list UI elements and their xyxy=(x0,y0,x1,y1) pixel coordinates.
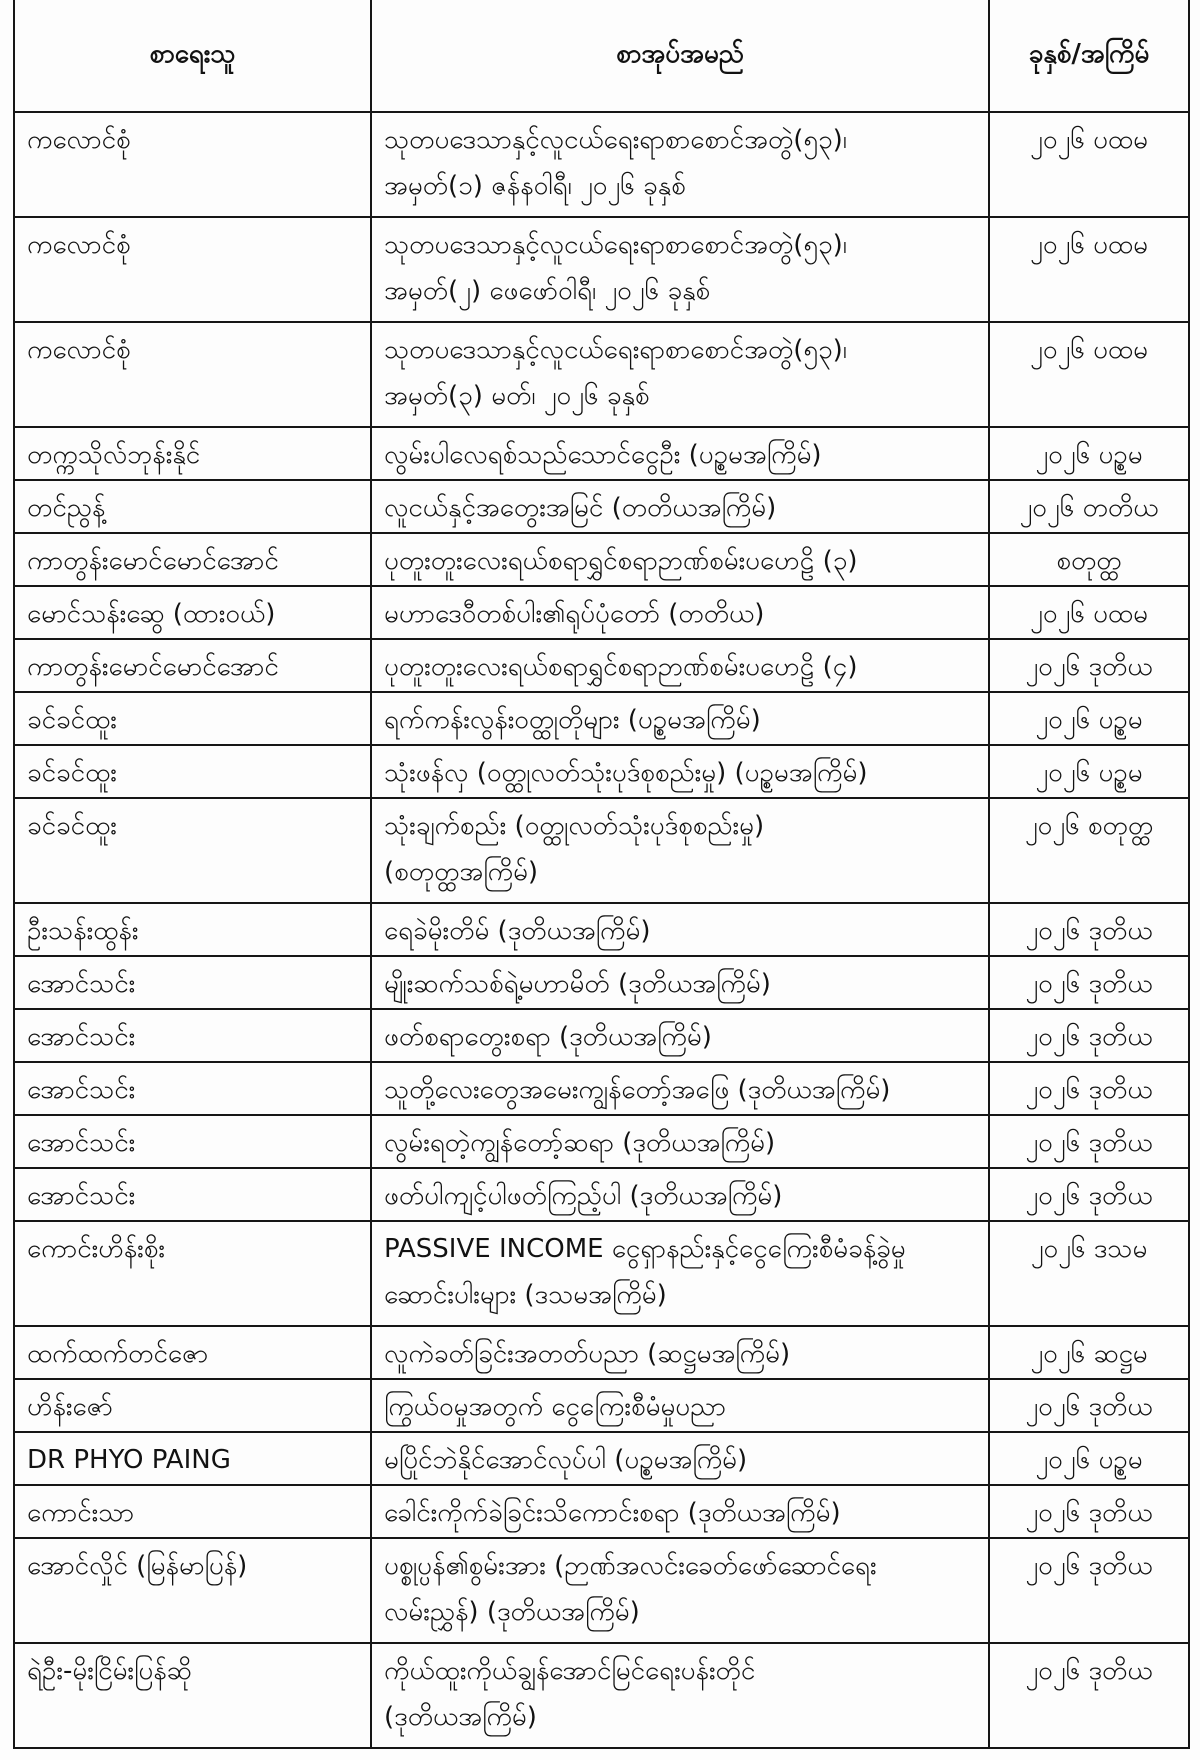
title-line: အမှတ်(၂) ဖေဖော်ဝါရီ၊ ၂၀၂၆ ခုနှစ် xyxy=(384,276,711,306)
author-text: အောင်သင်း xyxy=(27,1075,136,1105)
edition-cell xyxy=(989,217,1189,322)
title-cell xyxy=(371,956,989,1009)
title-cell xyxy=(371,1009,989,1062)
title-line: မျိုးဆက်သစ်ရဲ့မဟာမိတ် (ဒုတိယအကြိမ်) xyxy=(384,969,771,999)
title-line: ရက်ကန်းလွန်းဝတ္ထုတိုများ (ပဉ္စမအကြိမ်) xyxy=(384,705,761,735)
header-edition: ခုနှစ်/အကြိမ် xyxy=(989,0,1189,112)
header-author: စာရေးသူ xyxy=(14,0,371,112)
title-cell xyxy=(371,217,989,322)
author-text: ထက်ထက်တင်ဇော xyxy=(27,1339,209,1369)
edition-cell xyxy=(989,903,1189,956)
title-line: မပြိုင်ဘဲနိုင်အောင်လုပ်ပါ (ပဉ္စမအကြိမ်) xyxy=(384,1445,748,1475)
table-row xyxy=(14,1326,1189,1379)
title-cell xyxy=(371,1168,989,1221)
title-cell xyxy=(371,692,989,745)
table-row xyxy=(14,1009,1189,1062)
author-cell xyxy=(14,1168,371,1221)
table-row xyxy=(14,692,1189,745)
author-text: အောင်သင်း xyxy=(27,969,136,999)
author-cell xyxy=(14,480,371,533)
edition-cell xyxy=(989,1379,1189,1432)
title-cell xyxy=(371,322,989,427)
title-line: မဟာဒေဝီတစ်ပါး၏ရုပ်ပုံတော် (တတိယ) xyxy=(384,599,765,629)
table-row xyxy=(14,586,1189,639)
author-text: ဦးသန်းထွန်း xyxy=(27,916,139,946)
title-line: သုတပဒေသာနှင့်လူငယ်ရေးရာစာစောင်အတွဲ(၅၃)၊ xyxy=(384,230,847,260)
title-cell xyxy=(371,1538,989,1643)
title-cell xyxy=(371,112,989,217)
author-cell xyxy=(14,1062,371,1115)
table-header-row xyxy=(14,0,1189,112)
edition-text: ၂၀၂၆ ပဉ္စမ xyxy=(1035,705,1143,735)
edition-cell xyxy=(989,745,1189,798)
author-cell xyxy=(14,533,371,586)
author-text: ရဲဦး-မိုးငြိမ်းပြန်ဆို xyxy=(27,1656,192,1686)
author-cell xyxy=(14,322,371,427)
title-cell xyxy=(371,1643,989,1748)
edition-text: ၂၀၂၆ ဒုတိယ xyxy=(1025,652,1153,682)
edition-cell xyxy=(989,1326,1189,1379)
edition-text: ၂၀၂၆ ပထမ xyxy=(1030,599,1148,629)
title-cell xyxy=(371,533,989,586)
edition-cell xyxy=(989,112,1189,217)
title-cell xyxy=(371,903,989,956)
author-cell xyxy=(14,692,371,745)
author-text: တင်ညွန့် xyxy=(27,493,106,523)
edition-text: ၂၀၂၆ ပထမ xyxy=(1030,230,1148,260)
title-line: ပုတူးတူးလေးရယ်စရာရွှင်စရာဉာဏ်စမ်းပဟေဠိ (၃) xyxy=(384,546,858,576)
author-text: အောင်သင်း xyxy=(27,1022,136,1052)
title-cell xyxy=(371,480,989,533)
title-cell xyxy=(371,639,989,692)
edition-cell xyxy=(989,1432,1189,1485)
author-cell xyxy=(14,639,371,692)
edition-text: ၂၀၂၆ ဒုတိယ xyxy=(1025,969,1153,999)
author-text: ကလောင်စုံ xyxy=(27,335,131,365)
author-text: ခင်ခင်ထူး xyxy=(27,705,117,735)
title-line: ဆောင်းပါးများ (ဒသမအကြိမ်) xyxy=(384,1280,667,1310)
author-cell xyxy=(14,1221,371,1326)
title-line: ရေခဲမိုးတိမ် (ဒုတိယအကြိမ်) xyxy=(384,916,651,946)
author-text: မောင်သန်းဆွေ (ထားဝယ်) xyxy=(27,599,276,629)
title-cell xyxy=(371,745,989,798)
author-cell xyxy=(14,1485,371,1538)
author-text: ခင်ခင်ထူး xyxy=(27,758,117,788)
author-text: အောင်လှိုင် (မြန်မာပြန်) xyxy=(27,1551,248,1581)
edition-cell xyxy=(989,1485,1189,1538)
author-text: အောင်သင်း xyxy=(27,1181,136,1211)
edition-cell xyxy=(989,427,1189,480)
edition-text: ၂၀၂၆ ဒုတိယ xyxy=(1025,1551,1153,1581)
table-row xyxy=(14,1168,1189,1221)
edition-cell xyxy=(989,1062,1189,1115)
edition-text: စတုတ္ထ xyxy=(1056,546,1122,576)
edition-cell xyxy=(989,692,1189,745)
author-text: ကောင်းသာ xyxy=(27,1498,135,1528)
edition-text: ၂၀၂၆ ဒုတိယ xyxy=(1025,916,1153,946)
edition-text: ၂၀၂၆ ဒုတိယ xyxy=(1025,1498,1153,1528)
title-cell xyxy=(371,1221,989,1326)
edition-text: ၂၀၂၆ ဒုတိယ xyxy=(1025,1128,1153,1158)
title-line: ပုတူးတူးလေးရယ်စရာရွှင်စရာဉာဏ်စမ်းပဟေဠိ (၄) xyxy=(384,652,858,682)
edition-text: ၂၀၂၆ ပထမ xyxy=(1030,335,1148,365)
table-header xyxy=(14,0,1189,112)
table-row xyxy=(14,1379,1189,1432)
title-cell xyxy=(371,427,989,480)
title-line: (စတုတ္ထအကြိမ်) xyxy=(384,857,539,887)
title-line: သုံးဖန်လှ (ဝတ္ထုလတ်သုံးပုဒ်စုစည်းမှု) (ပဉ္စမအကြိမ်) xyxy=(384,758,868,788)
edition-text: ၂၀၂၆ ပဉ္စမ xyxy=(1035,1445,1143,1475)
author-cell xyxy=(14,745,371,798)
edition-cell xyxy=(989,1221,1189,1326)
title-line: အမှတ်(၃) မတ်၊ ၂၀၂၆ ခုနှစ် xyxy=(384,381,650,411)
edition-text: ၂၀၂၆ ဒုတိယ xyxy=(1025,1022,1153,1052)
edition-text: ၂၀၂၆ ဒသမ xyxy=(1030,1234,1148,1264)
edition-text: ၂၀၂၆ ဆဋ္ဌမ xyxy=(1030,1339,1148,1369)
author-cell xyxy=(14,798,371,903)
author-text: ကာတွန်းမောင်မောင်အောင် xyxy=(27,546,279,576)
title-line: လူငယ်နှင့်အတွေးအမြင် (တတိယအကြိမ်) xyxy=(384,493,777,523)
table-row xyxy=(14,798,1189,903)
table-row xyxy=(14,1062,1189,1115)
author-cell xyxy=(14,1009,371,1062)
author-cell xyxy=(14,1379,371,1432)
author-cell xyxy=(14,427,371,480)
title-line: လမ်းညွှန်) (ဒုတိယအကြိမ်) xyxy=(384,1597,640,1627)
author-text: ကာတွန်းမောင်မောင်အောင် xyxy=(27,652,279,682)
title-cell xyxy=(371,798,989,903)
edition-cell xyxy=(989,1009,1189,1062)
title-cell xyxy=(371,1326,989,1379)
title-line: PASSIVE INCOME ငွေရှာနည်းနှင့်ငွေကြေးစီမံခန့်ခွဲမှု xyxy=(384,1234,906,1264)
title-line: သုတပဒေသာနှင့်လူငယ်ရေးရာစာစောင်အတွဲ(၅၃)၊ xyxy=(384,335,847,365)
table-row xyxy=(14,112,1189,217)
author-cell xyxy=(14,217,371,322)
edition-text: ၂၀၂၆ ဒုတိယ xyxy=(1025,1656,1153,1686)
edition-cell xyxy=(989,586,1189,639)
document-sheet xyxy=(13,0,1188,1749)
title-cell xyxy=(371,1062,989,1115)
author-cell xyxy=(14,1432,371,1485)
author-text: DR PHYO PAING xyxy=(27,1445,231,1475)
edition-cell xyxy=(989,1643,1189,1748)
title-line: ကြွယ်ဝမှုအတွက် ငွေကြေးစီမံမှုပညာ xyxy=(384,1392,726,1422)
title-line: အမှတ်(၁) ဇန်နဝါရီ၊ ၂၀၂၆ ခုနှစ် xyxy=(384,171,686,201)
table-row xyxy=(14,1115,1189,1168)
title-line: ပစ္စုပ္ပန်၏စွမ်းအား (ဉာဏ်အလင်းခေတ်ဖော်ဆောင်ရေး xyxy=(384,1551,877,1581)
table-row xyxy=(14,1643,1189,1748)
author-text: ကလောင်စုံ xyxy=(27,125,131,155)
title-line: (ဒုတိယအကြိမ်) xyxy=(384,1702,537,1732)
author-cell xyxy=(14,903,371,956)
edition-text: ၂၀၂၆ ဒုတိယ xyxy=(1025,1181,1153,1211)
edition-cell xyxy=(989,1168,1189,1221)
book-list-table xyxy=(13,0,1190,1749)
edition-text: ၂၀၂၆ ပဉ္စမ xyxy=(1035,440,1143,470)
author-cell xyxy=(14,112,371,217)
edition-cell xyxy=(989,533,1189,586)
title-line: သူတို့လေးတွေအမေးကျွန်တော့်အဖြေ (ဒုတိယအကြိမ်) xyxy=(384,1075,891,1105)
edition-cell xyxy=(989,639,1189,692)
title-line: လူကဲခတ်ခြင်းအတတ်ပညာ (ဆဋ္ဌမအကြိမ်) xyxy=(384,1339,791,1369)
title-line: သုတပဒေသာနှင့်လူငယ်ရေးရာစာစောင်အတွဲ(၅၃)၊ xyxy=(384,125,847,155)
author-text: ကလောင်စုံ xyxy=(27,230,131,260)
edition-cell xyxy=(989,1538,1189,1643)
title-line: သုံးချက်စည်း (ဝတ္ထုလတ်သုံးပုဒ်စုစည်းမှု) xyxy=(384,811,765,841)
edition-cell xyxy=(989,1115,1189,1168)
table-row xyxy=(14,533,1189,586)
table-row xyxy=(14,322,1189,427)
edition-text: ၂၀၂၆ စတုတ္ထ xyxy=(1024,811,1154,841)
author-cell xyxy=(14,1115,371,1168)
table-row xyxy=(14,1538,1189,1643)
table-row xyxy=(14,956,1189,1009)
author-text: ကောင်းဟိန်းစိုး xyxy=(27,1234,165,1264)
author-cell xyxy=(14,956,371,1009)
title-cell xyxy=(371,1485,989,1538)
table-row xyxy=(14,1432,1189,1485)
author-text: တက္ကသိုလ်ဘုန်းနိုင် xyxy=(27,440,201,470)
title-line: လွမ်းရတဲ့ကျွန်တော့်ဆရာ (ဒုတိယအကြိမ်) xyxy=(384,1128,776,1158)
title-cell xyxy=(371,1379,989,1432)
author-cell xyxy=(14,1326,371,1379)
title-line: လွမ်းပါလေရစ်သည်သောင်ငွေဦး (ပဉ္စမအကြိမ်) xyxy=(384,440,822,470)
edition-cell xyxy=(989,322,1189,427)
table-row xyxy=(14,480,1189,533)
author-text: ခင်ခင်ထူး xyxy=(27,811,117,841)
table-row xyxy=(14,903,1189,956)
title-line: ဖတ်စရာတွေးစရာ (ဒုတိယအကြိမ်) xyxy=(384,1022,712,1052)
edition-cell xyxy=(989,956,1189,1009)
table-row xyxy=(14,427,1189,480)
author-text: ဟိန်းဇော် xyxy=(27,1392,113,1422)
table-row xyxy=(14,1485,1189,1538)
edition-text: ၂၀၂၆ ပထမ xyxy=(1030,125,1148,155)
edition-cell xyxy=(989,480,1189,533)
table-row xyxy=(14,639,1189,692)
table-row xyxy=(14,1221,1189,1326)
author-cell xyxy=(14,586,371,639)
edition-text: ၂၀၂၆ တတိယ xyxy=(1019,493,1159,523)
title-cell xyxy=(371,1432,989,1485)
header-title: စာအုပ်အမည် xyxy=(371,0,989,112)
author-text: အောင်သင်း xyxy=(27,1128,136,1158)
edition-cell xyxy=(989,798,1189,903)
author-cell xyxy=(14,1643,371,1748)
table-body xyxy=(14,112,1189,1748)
title-cell xyxy=(371,1115,989,1168)
table-row xyxy=(14,217,1189,322)
title-line: ကိုယ်ထူးကိုယ်ချွန်အောင်မြင်ရေးပန်းတိုင် xyxy=(384,1656,756,1686)
title-line: ဖတ်ပါကျင့်ပါဖတ်ကြည့်ပါ (ဒုတိယအကြိမ်) xyxy=(384,1181,783,1211)
title-cell xyxy=(371,586,989,639)
edition-text: ၂၀၂၆ ဒုတိယ xyxy=(1025,1075,1153,1105)
author-cell xyxy=(14,1538,371,1643)
title-line: ခေါင်းကိုက်ခဲခြင်းသိကောင်းစရာ (ဒုတိယအကြိမ်) xyxy=(384,1498,841,1528)
edition-text: ၂၀၂၆ ပဉ္စမ xyxy=(1035,758,1143,788)
table-row xyxy=(14,745,1189,798)
edition-text: ၂၀၂၆ ဒုတိယ xyxy=(1025,1392,1153,1422)
